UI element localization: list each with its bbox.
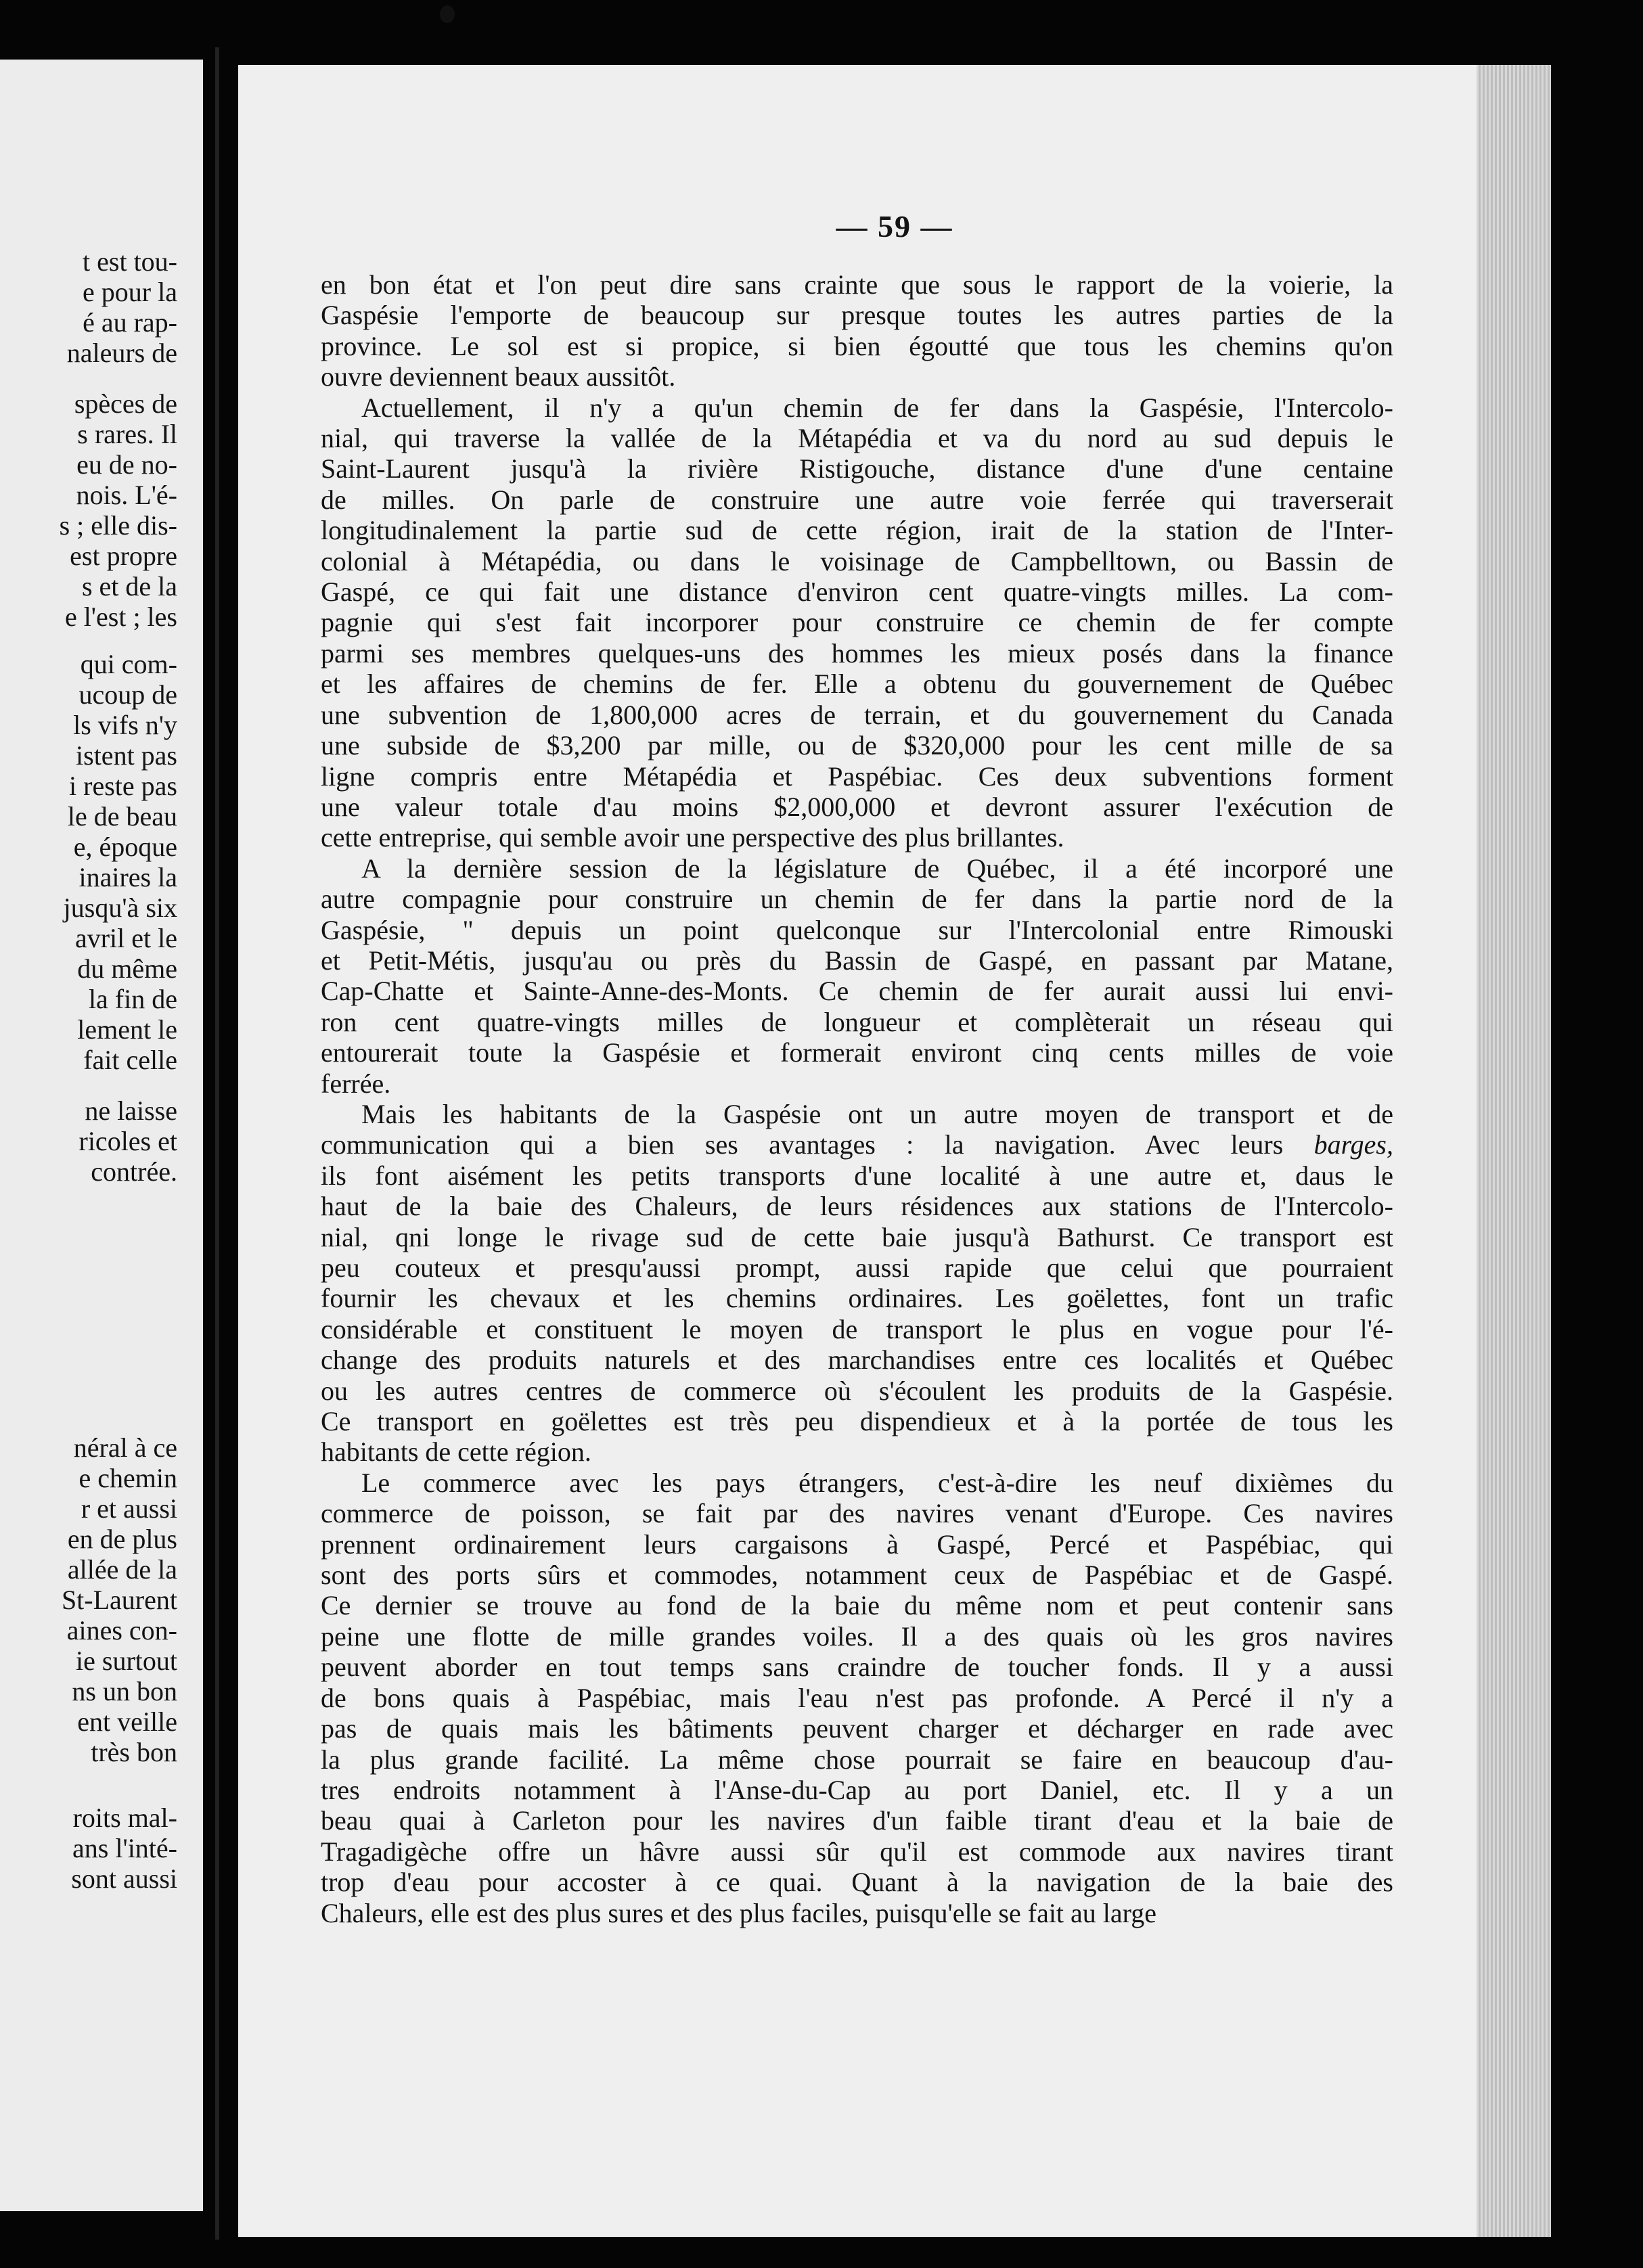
text-line: une subvention de 1,800,000 acres de terrain, et du gouvernement du Canada — [321, 699, 1393, 730]
text-line: A la dernière session de la législature de Québec, il a été incorporé une — [361, 853, 1393, 884]
text-line: pas de quais mais les bâtiments peuvent charger et décharger en rade avec — [321, 1713, 1393, 1744]
text-line: entourerait toute la Gaspésie et formerait environt cinq cents milles de voie — [321, 1037, 1393, 1068]
left-page-line-fragment: roits mal- — [72, 1802, 177, 1833]
text-line: ouvre deviennent beaux aussitôt. — [321, 361, 676, 392]
text-line: considérable et constituent le moyen de transport le plus en vogue pour l'é- — [321, 1313, 1393, 1344]
text-line: tres endroits notamment à l'Anse-du-Cap au port Daniel, etc. Il y a un — [321, 1774, 1393, 1805]
text-line: Le commerce avec les pays étrangers, c'est-à-dire les neuf dixièmes du — [361, 1467, 1393, 1498]
text-line: nial, qni longe le rivage sud de cette baie jusqu'à Bathurst. Ce transport est — [321, 1221, 1393, 1252]
right-page — [238, 65, 1551, 2237]
left-page-line-fragment: ls vifs n'y — [73, 710, 177, 740]
text-line: province. Le sol est si propice, si bien égoutté que tous les chemins qu'on — [321, 330, 1393, 361]
text-line: fournir les chevaux et les chemins ordinaires. Les goëlettes, font un trafic — [321, 1283, 1393, 1314]
text-line: commerce de poisson, se fait par des navires venant d'Europe. Ces navires — [321, 1498, 1393, 1529]
text-line: trop d'eau pour accoster à ce quai. Quant à la navigation de la baie des — [321, 1867, 1393, 1898]
page-edge — [1477, 65, 1551, 2237]
text-line: ron cent quatre-vingts milles de longueur et complèterait un réseau qui — [321, 1006, 1393, 1037]
text-line: Cap-Chatte et Sainte-Anne-des-Monts. Ce chemin de fer aurait aussi lui envi- — [321, 976, 1393, 1007]
left-page-line-fragment: ent veille — [77, 1706, 177, 1737]
left-page-line-fragment: e l'est ; les — [64, 602, 177, 632]
text-line: peine une flotte de mille grandes voiles. Il a des quais où les gros navires — [321, 1620, 1393, 1652]
left-page-line-fragment: ans l'inté- — [72, 1833, 177, 1863]
text-line: autre compagnie pour construire un chemin de fer dans la partie nord de la — [321, 884, 1393, 915]
text-line: peuvent aborder en tout temps sans craindre de toucher fonds. Il y a aussi — [321, 1652, 1393, 1683]
left-page-line-fragment: spèces de — [74, 388, 177, 419]
left-page-line-fragment: St-Laurent — [61, 1585, 177, 1615]
left-page-line-fragment: t est tou- — [83, 246, 177, 277]
text-line: longitudinalement la partie sud de cette région, irait de la station de l'Inter- — [321, 515, 1393, 546]
left-page-line-fragment: le de beau — [67, 801, 177, 832]
left-page-line-fragment: naleurs de — [66, 338, 177, 368]
text-line: Saint-Laurent jusqu'à la rivière Ristigouche, distance d'une d'une centaine — [321, 453, 1393, 484]
left-page-line-fragment: contrée. — [91, 1156, 177, 1187]
text-line: Ce transport en goëlettes est très peu dispendieux et à la portée de tous les — [321, 1406, 1393, 1437]
text-line: Ce dernier se trouve au fond de la baie du même nom et peut contenir sans — [321, 1590, 1393, 1621]
left-page-line-fragment: ne laisse — [85, 1095, 177, 1126]
left-page-line-fragment: allée de la — [67, 1554, 177, 1585]
left-page-line-fragment: e pour la — [83, 277, 177, 307]
text-line: de milles. On parle de construire une autre voie ferrée qui traverserait — [321, 484, 1393, 515]
left-page-line-fragment: avril et le — [74, 923, 177, 953]
text-line: pagnie qui s'est fait incorporer pour construire ce chemin de fer compte — [321, 607, 1393, 638]
left-page-line-fragment: i reste pas — [69, 771, 177, 801]
text-line: Actuellement, il n'y a qu'un chemin de fer dans la Gaspésie, l'Intercolo- — [361, 392, 1393, 423]
left-page-line-fragment: est propre — [70, 541, 177, 571]
text-line: nial, qui traverse la vallée de la Métapédia et va du nord au sud depuis le — [321, 423, 1393, 454]
text-line: ferrée. — [321, 1068, 391, 1099]
left-page-line-fragment: r et aussi — [81, 1493, 177, 1524]
text-line: cette entreprise, qui semble avoir une perspective des plus brillantes. — [321, 822, 1064, 853]
text-line: Gaspésie, " depuis un point quelconque sur l'Intercolonial entre Rimouski — [321, 914, 1393, 945]
left-page-line-fragment: la fin de — [88, 984, 177, 1014]
text-line: prennent ordinairement leurs cargaisons à Gaspé, Percé et Paspébiac, qui — [321, 1528, 1393, 1560]
text-line: peu couteux et presqu'aussi prompt, aussi rapide que celui que pourraient — [321, 1252, 1393, 1283]
text-line: une subside de $3,200 par mille, ou de $320,000 pour les cent mille de sa — [321, 730, 1393, 761]
text-line: Chaleurs, elle est des plus sures et des plus faciles, puisqu'elle se fait au large — [321, 1897, 1157, 1928]
text-line: habitants de cette région. — [321, 1436, 591, 1468]
left-page-line-fragment: qui com- — [80, 649, 177, 679]
page-gutter — [215, 47, 219, 2240]
left-page-line-fragment: ricoles et — [78, 1126, 177, 1156]
left-page-line-fragment: é au rap- — [83, 307, 177, 338]
left-page-line-fragment: sont aussi — [71, 1863, 177, 1894]
left-page-line-fragment: néral à ce — [73, 1432, 177, 1463]
left-page-line-fragment: inaires la — [78, 862, 177, 892]
left-page-line-fragment: lement le — [77, 1014, 177, 1045]
left-page-line-fragment: istent pas — [76, 740, 177, 771]
text-line: la plus grande facilité. La même chose pourrait se faire en beaucoup d'au- — [321, 1744, 1393, 1775]
left-page-line-fragment: eu de no- — [76, 449, 177, 480]
text-line: Tragadigèche offre un hâvre aussi sûr qu'il est commode aux navires tirant — [321, 1836, 1393, 1867]
text-line: Mais les habitants de la Gaspésie ont un autre moyen de transport et de — [361, 1098, 1393, 1129]
left-page-line-fragment: jusqu'à six — [63, 892, 177, 923]
page-number: — 59 — — [836, 209, 953, 244]
left-page-line-fragment: ucoup de — [78, 679, 177, 710]
text-line: parmi ses membres quelques-uns des hommes les mieux posés dans la finance — [321, 637, 1393, 668]
text-line: de bons quais à Paspébiac, mais l'eau n'est pas profonde. A Percé il n'y a — [321, 1682, 1393, 1713]
text-line: haut de la baie des Chaleurs, de leurs résidences aux stations de l'Intercolo- — [321, 1191, 1393, 1222]
left-page-line-fragment: e, époque — [73, 832, 177, 862]
text-line: communication qui a bien ses avantages : la navigation. Avec leurs barges, — [321, 1129, 1393, 1160]
left-page-line-fragment: s ; elle dis- — [59, 510, 177, 541]
text-line: une valeur totale d'au moins $2,000,000 et devront assurer l'exécution de — [321, 791, 1393, 822]
left-page-line-fragment: ns un bon — [72, 1676, 177, 1706]
left-page-line-fragment: ie surtout — [76, 1646, 177, 1676]
text-line: en bon état et l'on peut dire sans crainte que sous le rapport de la voierie, la — [321, 269, 1393, 300]
dust-speck — [440, 5, 455, 23]
text-line: ou les autres centres de commerce où s'écoulent les produits de la Gaspésie. — [321, 1375, 1393, 1406]
text-line: Gaspésie l'emporte de beaucoup sur presque toutes les autres parties de la — [321, 300, 1393, 331]
left-page-line-fragment: nois. L'é- — [76, 480, 177, 510]
text-line: ils font aisément les petits transports d'une localité à une autre et, daus le — [321, 1160, 1393, 1191]
left-page-line-fragment: très bon — [91, 1737, 177, 1767]
text-line: ligne compris entre Métapédia et Paspébiac. Ces deux subventions forment — [321, 761, 1393, 792]
text-line: et les affaires de chemins de fer. Elle a obtenu du gouvernement de Québec — [321, 668, 1393, 700]
left-page — [0, 60, 203, 2211]
left-page-line-fragment: aines con- — [66, 1615, 177, 1646]
text-line: beau quai à Carleton pour les navires d'un faible tirant d'eau et la baie de — [321, 1805, 1393, 1836]
left-page-line-fragment: s et de la — [81, 571, 177, 602]
left-page-line-fragment: du même — [77, 953, 177, 984]
left-page-line-fragment: e chemin — [78, 1463, 177, 1493]
text-line: et Petit-Métis, jusqu'au ou près du Bassin de Gaspé, en passant par Matane, — [321, 945, 1393, 976]
left-page-line-fragment: en de plus — [67, 1524, 177, 1554]
left-page-line-fragment: s rares. Il — [77, 419, 177, 449]
body-text — [321, 269, 1393, 1928]
left-page-line-fragment: fait celle — [83, 1045, 177, 1075]
text-line: sont des ports sûrs et commodes, notamment ceux de Paspébiac et de Gaspé. — [321, 1560, 1393, 1591]
text-line: colonial à Métapédia, ou dans le voisinage de Campbelltown, ou Bassin de — [321, 545, 1393, 576]
text-line: change des produits naturels et des marchandises entre ces localités et Québec — [321, 1344, 1393, 1376]
text-line: Gaspé, ce qui fait une distance d'environ cent quatre-vingts milles. La com- — [321, 576, 1393, 608]
